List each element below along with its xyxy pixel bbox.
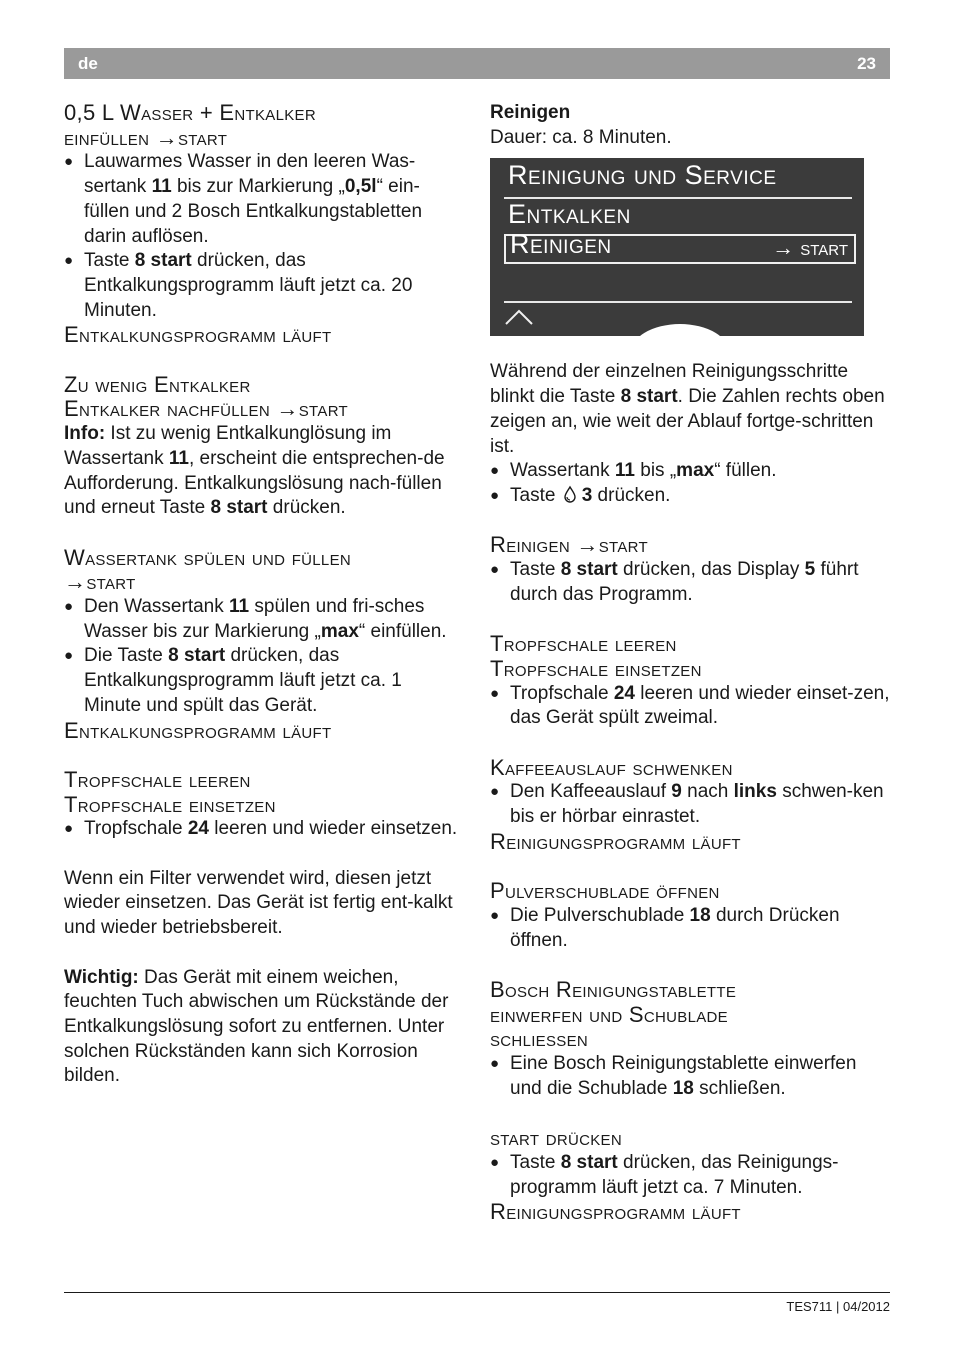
heading-insert-drip-tray: Tropfschale einsetzen (64, 791, 276, 817)
chevron-up-icon (504, 308, 534, 326)
language-code: de (78, 54, 98, 73)
heading-empty-drip-tray: Tropfschale leeren (64, 766, 251, 792)
heading-clean-start: Reinigen →start (490, 532, 648, 558)
info-paragraph: Info: Ist zu wenig Entkalkunglösung im Wassertank 11, erscheint die entsprechen-de Aufforderung. Entkalkungslösung nach-füllen und erneut Taste 8 start drücken. (64, 423, 445, 519)
filter-paragraph: Wenn ein Filter verwendet wird, diesen jetzt wieder einsetzen. Das Gerät ist fertig ent-kalkt und wieder betriebsbereit. (64, 867, 453, 939)
left-column (64, 101, 464, 1089)
heading-rinse-fill-tank: Wassertank spülen und füllen (64, 544, 352, 570)
list-item: ● Lauwarmes Wasser in den leeren Was-sertank 11 bis zur Markierung „0,5l“ ein-füllen und 2 Bosch Entkalkungstabletten darin auflösen. (64, 150, 464, 249)
bullet-list (64, 595, 464, 719)
heading-fill-start: einfüllen →start (64, 124, 228, 150)
bullet-list (490, 1052, 890, 1101)
section-title-cleaning: Reinigen (490, 102, 571, 123)
footer-rule (64, 1292, 890, 1293)
care-drop-icon (561, 485, 579, 503)
right-column (490, 101, 890, 1225)
display-item-clean-selected (504, 229, 856, 264)
list-item: ● Die Pulverschublade 18 durch Drücken öffnen. (490, 904, 890, 953)
display-item-descale: Entkalken (508, 199, 631, 230)
display-item-label: Reinigen (510, 229, 612, 260)
list-item: ● Den Wassertank 11 spülen und fri-sches Wasser bis zur Markierung „max“ einfüllen. (64, 595, 464, 644)
list-item: ● Eine Bosch Reinigungstablette einwerfen und die Schublade 18 schließen. (490, 1052, 890, 1101)
bullet-list (490, 780, 890, 829)
cleaning-steps-paragraph: Während der einzelnen Reinigungsschritte blinkt die Taste 8 start. Die Zahlen rechts oben zeigen an, wie weit der Ablauf fortge-schritten ist. (490, 361, 885, 457)
page-number: 23 (857, 54, 876, 73)
display-action: → start (772, 235, 848, 261)
important-paragraph: Wichtig: Das Gerät mit einem weichen, feuchten Tuch abwischen um Rückstände der Entkalkungslösung sofort zu entfernen. Unter solchen Rückständen kann sich Korrosion bilden. (64, 966, 449, 1087)
page-header-bar (64, 48, 890, 79)
bullet-list (490, 1151, 890, 1200)
footer-model-date: TES711 | 04/2012 (786, 1299, 890, 1314)
heading-swivel-spout: Kaffeeauslauf schwenken (490, 754, 733, 780)
list-item: ● Taste 8 start drücken, das Display 5 führt durch das Programm. (490, 558, 890, 607)
heading-cleaning-tablet: einwerfen und Schublade (490, 1001, 728, 1027)
heading-cleaning-tablet: Bosch Reinigungstablette (490, 976, 737, 1002)
heading-cleaning-tablet: schliessen (490, 1026, 589, 1052)
display-menu-title: Reinigung und Service (508, 160, 777, 191)
list-item: ● Taste 3 drücken. (490, 484, 890, 509)
status-cleaning-running: Reinigungsprogramm läuft (490, 1199, 741, 1225)
status-descaling-running: Entkalkungsprogramm läuft (64, 322, 332, 348)
arrow-right-icon: → (772, 235, 795, 261)
status-cleaning-running: Reinigungsprogramm läuft (490, 828, 741, 854)
list-item: ● Die Taste 8 start drücken, das Entkalkungsprogramm läuft jetzt ca. 1 Minute und spült das Gerät. (64, 644, 464, 718)
bullet-list (490, 558, 890, 607)
status-descaling-running: Entkalkungsprogramm läuft (64, 717, 332, 743)
arrow-right-icon: → (576, 532, 599, 558)
arrow-right-icon: → (64, 569, 87, 595)
display-divider (504, 301, 852, 303)
list-item: ● Tropfschale 24 leeren und wieder einset-zen, das Gerät spült zweimal. (490, 682, 890, 731)
heading-press-start: start drücken (490, 1125, 622, 1151)
heading-open-powder-drawer: Pulverschublade öffnen (490, 878, 720, 904)
arrow-right-icon: → (276, 396, 299, 422)
heading-refill-start: Entkalker nachfüllen →start (64, 396, 349, 422)
heading-start: →start (64, 569, 136, 595)
bullet-list (490, 904, 890, 953)
list-item: ● Taste 8 start drücken, das Reinigungs-programm läuft jetzt ca. 7 Minuten. (490, 1151, 890, 1200)
display-screen (490, 158, 864, 336)
arrow-right-icon: → (155, 124, 178, 150)
heading-insert-drip-tray: Tropfschale einsetzen (490, 655, 702, 681)
list-item: ● Wassertank 11 bis „max“ füllen. (490, 459, 890, 484)
duration-text: Dauer: ca. 8 Minuten. (490, 126, 672, 148)
display-rotary-bump (630, 324, 730, 336)
bullet-list (490, 682, 890, 731)
heading-empty-drip-tray: Tropfschale leeren (490, 631, 677, 657)
heading-water-descaler: 0,5 L Wasser + Entkalker (64, 100, 316, 125)
bullet-list (64, 150, 464, 323)
list-item: ● Taste 8 start drücken, das Entkalkungsprogramm läuft jetzt ca. 20 Minuten. (64, 249, 464, 323)
bullet-list (64, 817, 464, 842)
list-item: ● Den Kaffeeauslauf 9 nach links schwen-ken bis er hörbar einrastet. (490, 780, 890, 829)
list-item: ● Tropfschale 24 leeren und wieder einsetzen. (64, 817, 464, 842)
heading-too-little-descaler: Zu wenig Entkalker (64, 371, 251, 397)
bullet-list (490, 459, 890, 508)
